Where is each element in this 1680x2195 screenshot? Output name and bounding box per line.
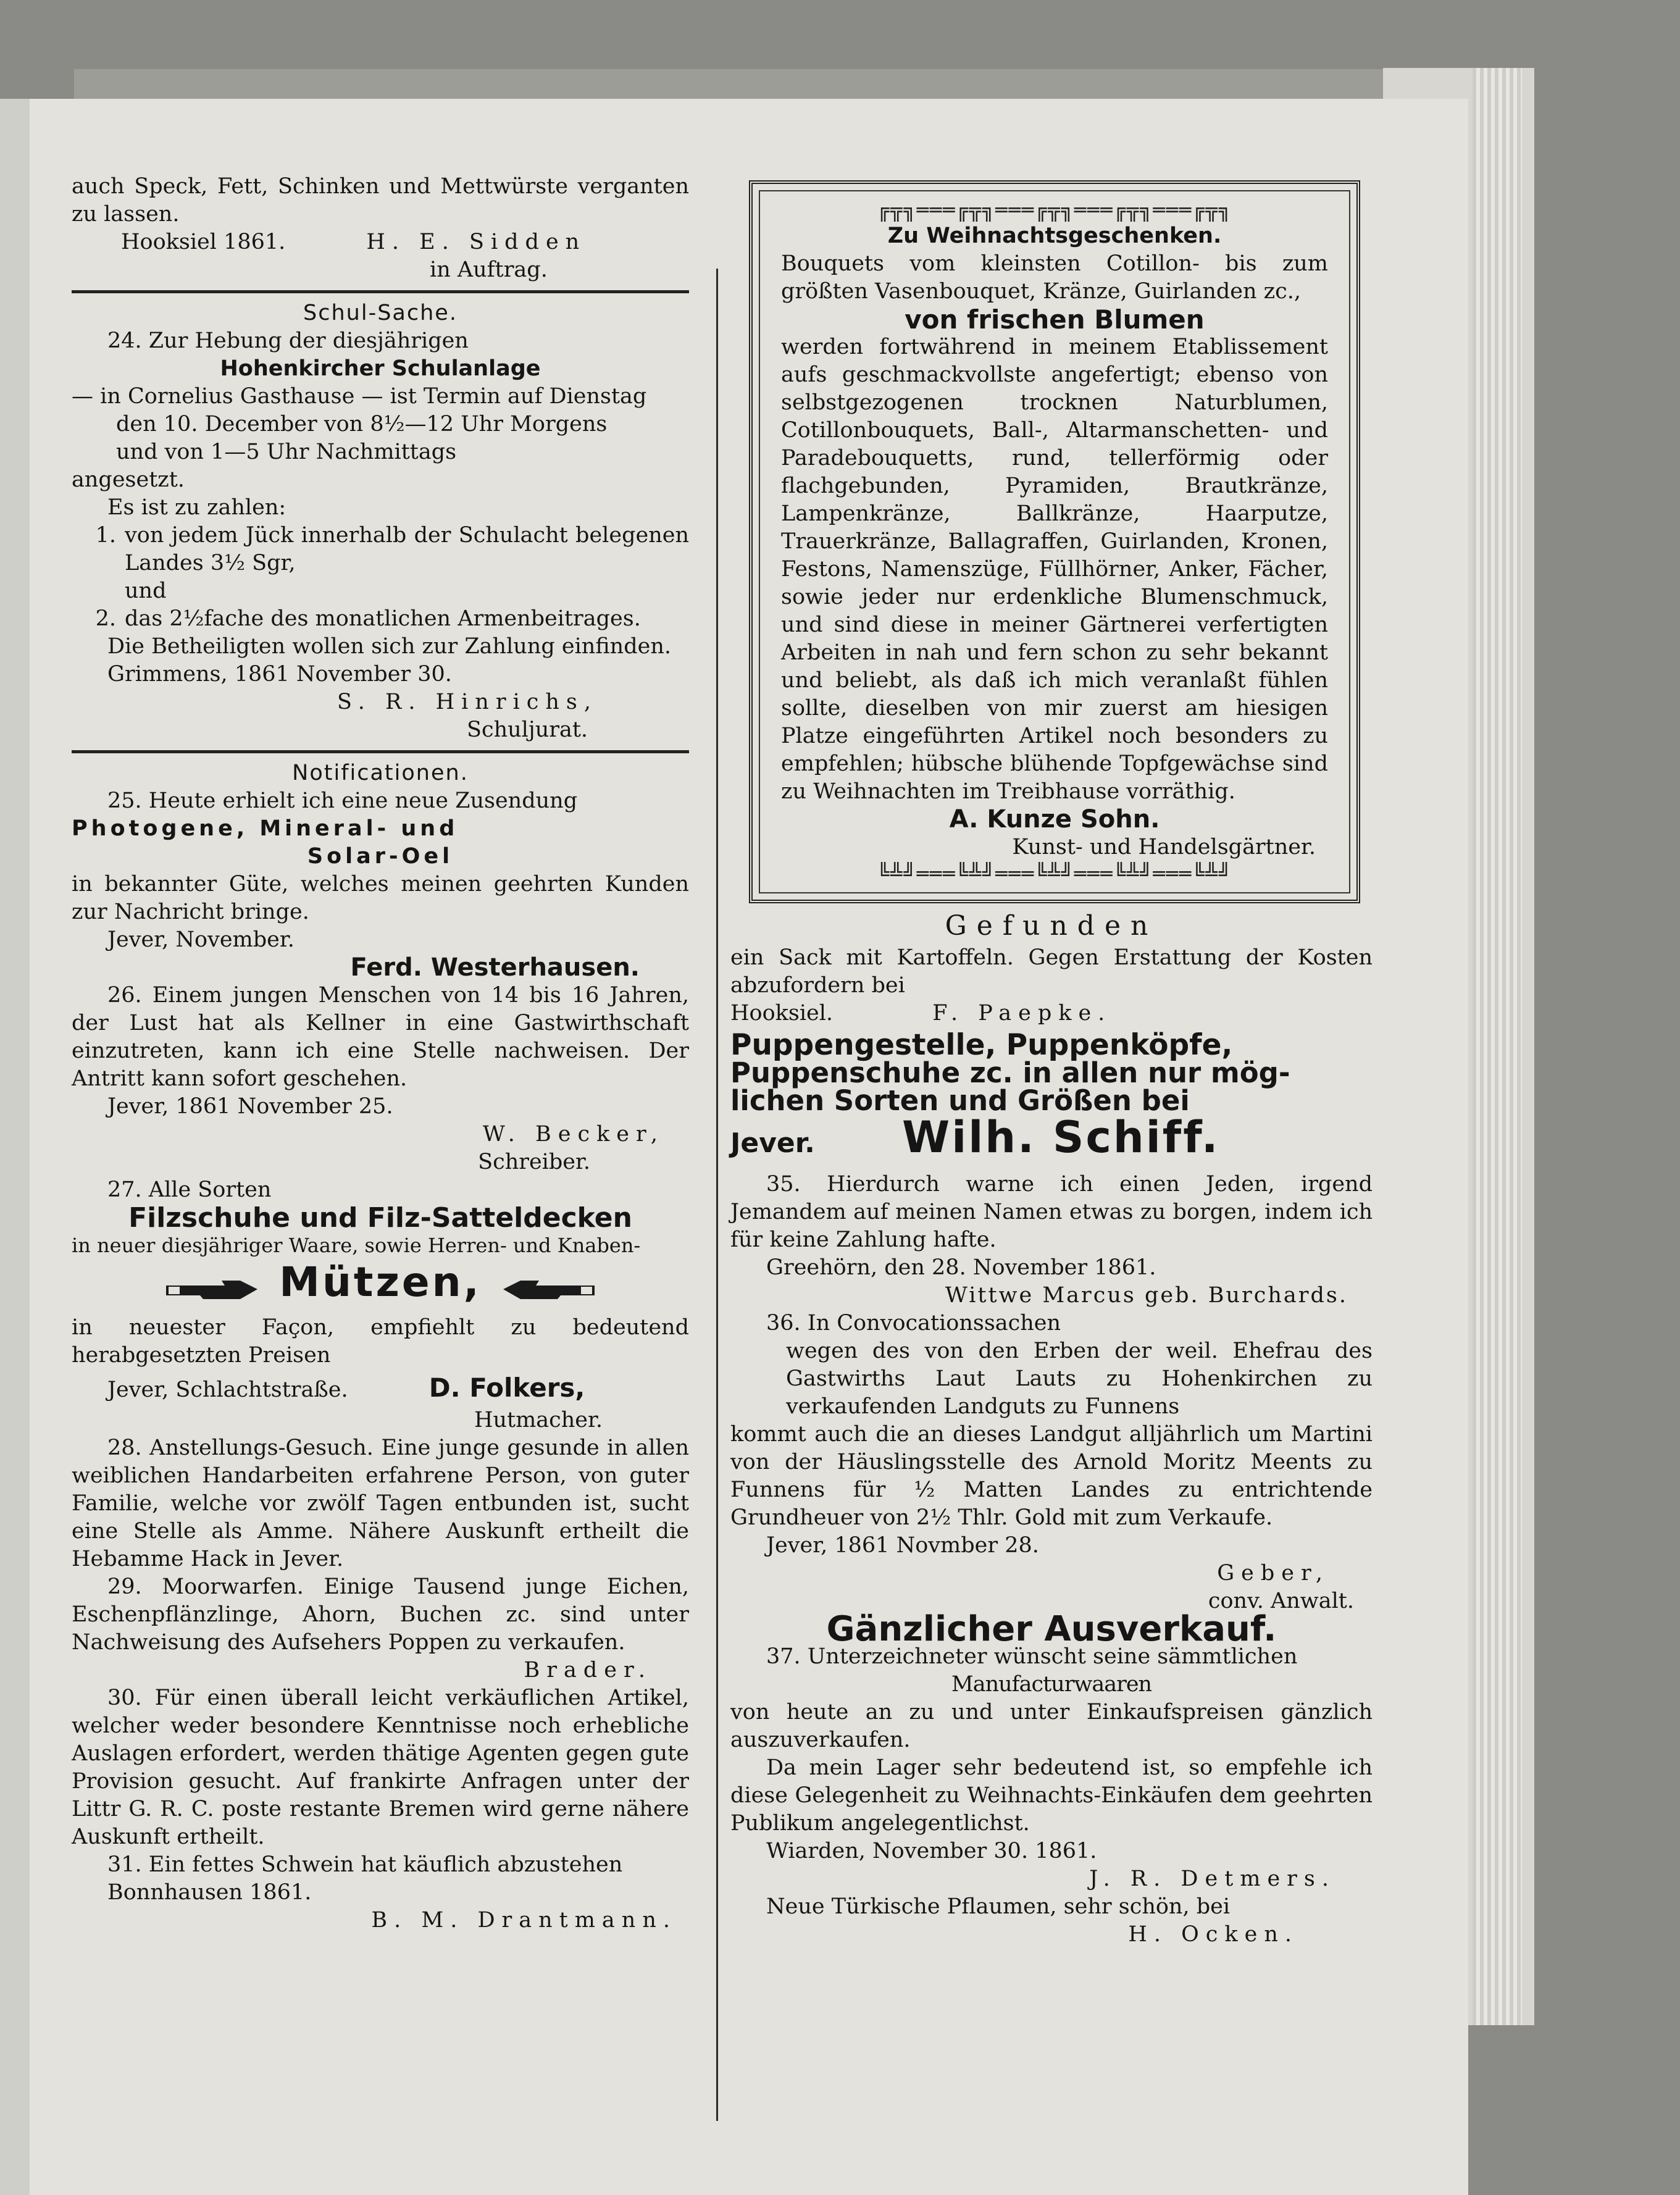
right-column (730, 173, 1373, 1949)
ad-line: — in Cornelius Gasthause — ist Termin auf Dienstag (72, 384, 647, 409)
ad-intro: 27. Alle Sorten (107, 1177, 272, 1202)
ad-sign-row (730, 1000, 1373, 1027)
ad-37 (730, 1609, 1373, 1893)
ad-title: Zu Weihnachtsgeschenken. (887, 224, 1222, 248)
ad-signer-note: Schreiber. (478, 1150, 590, 1174)
ad-29 (72, 1573, 689, 1684)
ad-date: Wiarden, November 30. 1861. (766, 1839, 1097, 1863)
ad-text: in neuester Façon, empfiehlt zu bedeutend herabgesetzten Preisen (72, 1315, 689, 1368)
ad-title: lichen Sorten und Größen bei (730, 1084, 1190, 1117)
ad-28 (72, 1434, 689, 1573)
ad-36 (730, 1310, 1373, 1615)
list-item (72, 522, 689, 577)
ad-title: Hohenkircher Schulanlage (220, 356, 541, 381)
ornamental-frame (749, 180, 1360, 903)
ad-title: Gefunden (945, 910, 1158, 942)
ad-line: angesetzt. (72, 467, 185, 492)
ad-signer: Geber, (1217, 1561, 1329, 1586)
ad-puppen (730, 1028, 1373, 1171)
ad-text: 35. Hierdurch warne ich einen Jeden, irgend Jemandem auf meinen Namen etwas zu borgen, indem ich für keine Zahlung hafte. (730, 1172, 1373, 1252)
ad-text: von heute an zu und unter Einkaufspreisen gänzlich auszuverkaufen. (730, 1700, 1373, 1752)
ad-subtitle: von frischen Blumen (905, 304, 1205, 335)
ad-place: Jever, November. (107, 927, 295, 952)
ad-title: Photogene, Mineral- und (72, 816, 459, 841)
ad-signer: W. Becker, (482, 1122, 664, 1147)
ad-sign-row (72, 1369, 689, 1407)
ad-line: den 10. December von 8½—12 Uhr Morgens (116, 412, 608, 437)
ad-signer: B. M. Drantmann. (371, 1908, 677, 1933)
ad-text: kommt auch die an dieses Landgut alljährlich um Martini von der Häuslingsstelle des Arnold Moritz Meents zu Funnens für ½ Matten Landes zu entrichtende Grundheuer von 2½ Thlr. Gold mit zum Verkaufe. (730, 1422, 1373, 1530)
notice-text: auch Speck, Fett, Schinken und Mettwürste verganten zu lassen. (72, 174, 689, 227)
ad-text: werden fortwährend in meinem Etablissement aufs geschmackvollste angefertigt; ebenso von selbstgezogenen trocknen Naturblumen, Cotillonbouquets, Ball-, Altarmanschetten- und Paradebouquetts, rund, tellerförmig oder flachgebunden, Pyramiden, Brautkränze, Lampenkränze, Ballkränze, Haarputze, Trauerkränze, Ballagraffen, Guirlanden, Kronen, Festons, Namenszüge, Füllhörner, Anker, Fächer, sowie jeder nur erdenkliche Blumenschmuck, und sind diese in meiner Gärtnerei verfertigten Arbeiten in nah und fern schon zu sehr bekannt und beliebt, als daß ich mich veranlaßt fühlen sollte, dieselben von mir zuerst am hiesigen Platze eingeführten Artikel noch besonders zu empfehlen; hübsche blühende Topfgewächse sind zu Weihnachten im Treibhause vorräthig. (781, 335, 1328, 804)
ad-intro: Bouquets vom kleinsten Cotillon- bis zum größten Vasenbouquet, Kränze, Guirlanden zc., (781, 251, 1328, 304)
ad-big-row (72, 1260, 689, 1314)
ad-27 (72, 1176, 689, 1434)
ad-signer: Wilh. Schiff. (902, 1112, 1220, 1163)
ad-line: Die Betheiligten wollen sich zur Zahlung einfinden. (107, 634, 671, 659)
ad-date: Jever, 1861 November 25. (107, 1094, 393, 1119)
list-text: von jedem Jück innerhalb der Schulacht belegenen Landes 3½ Sgr, (125, 523, 689, 575)
ad-signer: Wittwe Marcus geb. Burchards. (945, 1283, 1348, 1308)
ad-date: Jever, 1861 Novmber 28. (766, 1533, 1039, 1558)
ad-text: 29. Moorwarfen. Einige Tausend junge Eichen, Eschenpflänzlinge, Ahorn, Buchen zc. sind unter Nachweisung des Aufsehers Poppen zu verkaufen. (72, 1574, 689, 1655)
ad-big-title: Manufacturwaaren (951, 1672, 1152, 1697)
ad-signer-note: Schuljurat. (467, 717, 588, 742)
notice-signer: H. E. Sidden (366, 230, 587, 254)
ad-signer-note: Hutmacher. (474, 1408, 603, 1432)
ad-title: Gänzlicher Ausverkauf. (826, 1609, 1277, 1649)
list-number: 1. (95, 523, 116, 548)
ad-title: Filzschuhe und Filz-Satteldecken (128, 1202, 632, 1234)
ad-gefunden (730, 908, 1373, 1027)
list-number: 2. (95, 606, 116, 631)
page-edges (1473, 68, 1522, 2025)
ad-text: in bekannter Güte, welches meinen geehrten Kunden zur Nachricht bringe. (72, 872, 689, 924)
ad-place: Jever, Schlachtstraße. (107, 1378, 348, 1402)
ad-signer: D. Folkers, (428, 1373, 585, 1403)
ad-text: ein Sack mit Kartoffeln. Gegen Erstattung der Kosten abzufordern bei (730, 945, 1373, 998)
ad-big-title: Mützen, (279, 1258, 482, 1306)
ad-signer: S. R. Hinrichs, (337, 690, 598, 714)
ad-intro: 25. Heute erhielt ich eine neue Zusendung (107, 788, 578, 813)
column-divider (716, 269, 718, 2121)
ad-25 (72, 787, 689, 982)
ad-signer: A. Kunze Sohn. (949, 805, 1160, 834)
section-header: Notificationen. (292, 761, 469, 785)
ad-intro: 24. Zur Hebung der diesjährigen (107, 328, 469, 353)
greek-key-border-icon: ╔╦╗═══╔╦╗═══╔╦╗═══╔╦╗═══╔╦╗ (877, 198, 1232, 222)
newspaper-page (30, 99, 1468, 2195)
ad-place: Hooksiel. (730, 1001, 834, 1026)
ad-signer: F. Paepke. (932, 1001, 1112, 1026)
ad-title: Puppengestelle, Puppenköpfe, (730, 1028, 1233, 1062)
ad-signer: J. R. Detmers. (1089, 1867, 1335, 1891)
pointing-hand-right-icon (166, 1278, 259, 1303)
ad-last (730, 1893, 1373, 1949)
ad-35 (730, 1171, 1373, 1310)
ad-line: und von 1—5 Uhr Nachmittags (116, 440, 457, 464)
notice-place: Hooksiel 1861. (121, 230, 286, 254)
ad-signer: Ferd. Westerhausen. (350, 953, 640, 982)
section-schul-sache (72, 299, 689, 744)
list-item (72, 605, 689, 633)
ad-line: in neuer diesjähriger Waare, sowie Herren- und Knaben- (72, 1234, 641, 1257)
pointing-hand-left-icon (502, 1278, 595, 1303)
greek-key-border-icon: ╚╩╝═══╚╩╝═══╚╩╝═══╚╩╝═══╚╩╝ (877, 862, 1232, 885)
section-rule (72, 290, 689, 293)
left-column (72, 173, 689, 1934)
ad-line: Es ist zu zahlen: (107, 495, 286, 520)
notice-sign-row (72, 228, 689, 256)
facing-page-edge (0, 99, 30, 2195)
ad-text: 30. Für einen überall leicht verkäuflichen Artikel, welcher weder besondere Kenntnisse noch erhebliche Auslagen erfordert, werden thätige Agenten gegen gute Provision gesucht. Auf frankirte Anfragen unter der Littr G. R. C. poste restante Bremen wird gerne nähere Auskunft ertheilt. (72, 1686, 689, 1849)
ad-signer-note: Kunst- und Handelsgärtner. (1012, 835, 1316, 859)
ad-signer-note: conv. Anwalt. (1208, 1589, 1354, 1613)
ad-date: Grimmens, 1861 November 30. (107, 662, 452, 687)
ad-intro: 37. Unterzeichneter wünscht seine sämmtlichen (766, 1644, 1298, 1669)
ad-signer: H. Ocken. (1128, 1922, 1298, 1947)
ad-31 (72, 1851, 689, 1934)
notice-speck (72, 173, 689, 284)
ad-signer: Brader. (524, 1658, 652, 1683)
ad-text: Neue Türkische Pflaumen, sehr schön, bei (766, 1894, 1231, 1919)
ad-place: Bonnhausen 1861. (107, 1880, 312, 1905)
ad-26 (72, 982, 689, 1176)
ad-title: Solar-Oel (307, 844, 454, 869)
ad-title: Puppenschuhe zc. in allen nur mög- (730, 1056, 1290, 1089)
ad-30 (72, 1684, 689, 1851)
ad-text: Da mein Lager sehr bedeutend ist, so empfehle ich diese Gelegenheit zu Weihnachts-Einkäufen dem geehrten Publikum angelegentlichst. (730, 1755, 1373, 1836)
ad-place: Jever. (730, 1127, 815, 1159)
section-header: Schul-Sache. (303, 301, 458, 325)
notice-signer-note: in Auftrag. (430, 257, 548, 282)
list-text: das 2½fache des monatlichen Armenbeitrages. (125, 606, 641, 631)
section-notificationen (72, 759, 689, 1934)
ad-intro: 36. In Convocationssachen (766, 1311, 1061, 1336)
ad-text: 26. Einem jungen Menschen von 14 bis 16 Jahren, der Lust hat als Kellner in eine Gastwirthschaft einzutreten, kann ich eine Stelle nachweisen. Der Antritt kann sofort geschehen. (72, 983, 689, 1091)
ad-line: und (125, 579, 167, 603)
ad-sign-row (730, 1114, 1373, 1171)
section-rule (72, 750, 689, 753)
ad-text: wegen des von den Erben der weil. Ehefrau des Gastwirths Laut Lauts zu Hohenkirchen zu verkaufenden Landguts zu Funnens (786, 1339, 1373, 1419)
ad-date: Greehörn, den 28. November 1861. (766, 1255, 1156, 1280)
ad-text: 28. Anstellungs-Gesuch. Eine junge gesunde in allen weiblichen Handarbeiten erfahrene Person, von guter Familie, welche vor zwölf Tagen entbunden ist, sucht eine Stelle als Amme. Nähere Auskunft ertheilt die Hebamme Hack in Jever. (72, 1436, 689, 1571)
ad-text: 31. Ein fettes Schwein hat käuflich abzustehen (107, 1852, 623, 1877)
